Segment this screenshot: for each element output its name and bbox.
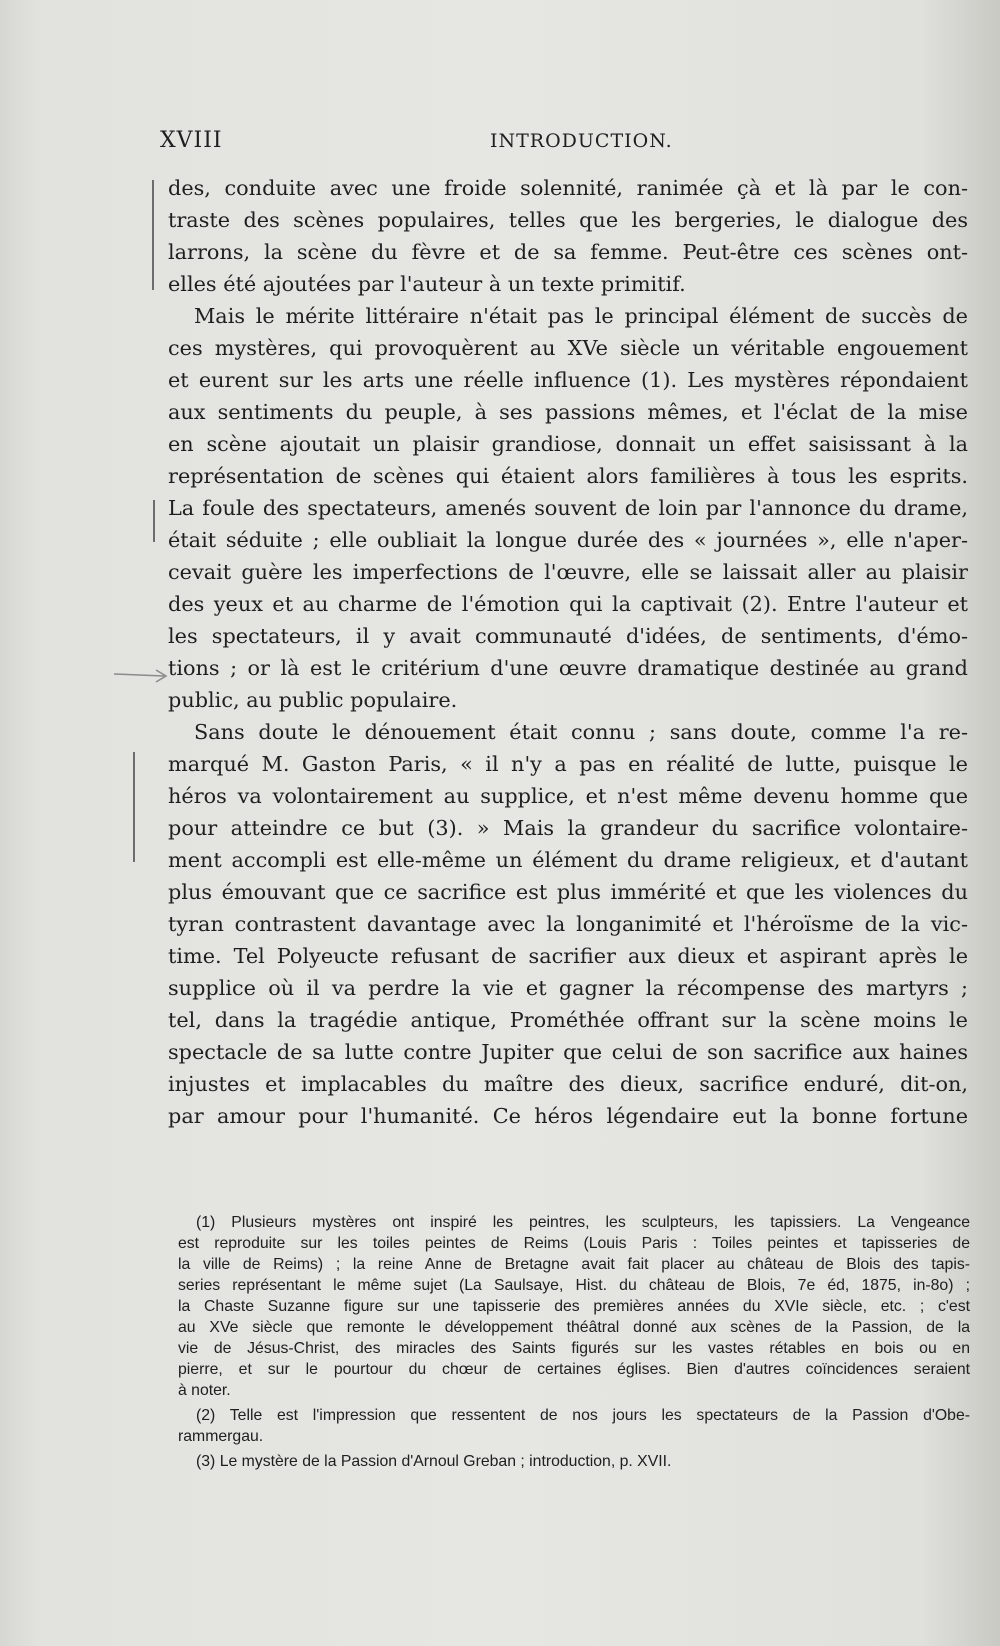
- footnote-line: vie de Jésus-Christ, des miracles des Saints figurés sur les vastes rétables en bois ou en: [178, 1340, 970, 1357]
- body-line: injustes et implacables du maître des dieux, sacrifice enduré, dit-on,: [168, 1072, 968, 1096]
- body-line: supplice où il va perdre la vie et gagner la récompense des martyrs ;: [168, 976, 968, 1000]
- footnote-line: est reproduite sur les toiles peintes de Reims (Louis Paris : Toiles peintes et tapisseries de: [178, 1235, 970, 1252]
- body-line: tel, dans la tragédie antique, Prométhée offrant sur la scène moins le: [168, 1008, 968, 1032]
- body-line: La foule des spectateurs, amenés souvent de loin par l'annonce du drame,: [168, 496, 968, 520]
- footnote-line: pierre, et sur le pourtour du chœur de certaines églises. Bien d'autres coïncidences seraient: [178, 1361, 970, 1378]
- body-line: des yeux et au charme de l'émotion qui la captivait (2). Entre l'auteur et: [168, 592, 968, 616]
- footnote-line: la Chaste Suzanne figure sur une tapisserie des premières années du XVIe siècle, etc. ; c'est: [178, 1298, 970, 1315]
- margin-pencil-mark: [133, 752, 135, 862]
- body-line: tyran contrastent davantage avec la longanimité et l'héroïsme de la vic-: [168, 912, 968, 936]
- body-line: cevait guère les imperfections de l'œuvre, elle se laissait aller au plaisir: [168, 560, 968, 584]
- body-line: tions ; or là est le critérium d'une œuvre dramatique destinée au grand: [168, 656, 968, 680]
- body-line: public, au public populaire.: [168, 688, 458, 712]
- body-line: ces mystères, qui provoquèrent au XVe siècle un véritable engouement: [168, 336, 968, 360]
- body-line: et eurent sur les arts une réelle influence (1). Les mystères répondaient: [168, 368, 968, 392]
- footnote-line: la ville de Reims) ; la reine Anne de Bretagne avait fait placer au château de Blois des tapis-: [178, 1256, 970, 1273]
- body-line: les spectateurs, il y avait communauté d'idées, de sentiments, d'émo-: [168, 624, 968, 648]
- margin-arrow-icon: [112, 664, 172, 688]
- body-text: [168, 172, 968, 1132]
- footnote-line: au XVe siècle que remonte le développement théâtral donné aux scènes de la Passion, de la: [178, 1319, 970, 1336]
- body-line: héros va volontairement au supplice, et n'est même devenu homme que: [168, 784, 968, 808]
- footnote-line: series représentant le même sujet (La Saulsaye, Hist. du château de Blois, 7e éd, 1875, in-8o) ;: [178, 1277, 970, 1294]
- body-line: larrons, la scène du fèvre et de sa femme. Peut-être ces scènes ont-: [168, 240, 968, 264]
- body-line: traste des scènes populaires, telles que les bergeries, le dialogue des: [168, 208, 968, 232]
- margin-pencil-mark: [152, 180, 154, 290]
- footnote-line: (1) Plusieurs mystères ont inspiré les peintres, les sculpteurs, les tapissiers. La Vengeance: [196, 1214, 970, 1231]
- body-line: aux sentiments du peuple, à ses passions mêmes, et l'éclat de la mise: [168, 400, 968, 424]
- margin-pencil-mark: [153, 500, 155, 542]
- body-line: time. Tel Polyeucte refusant de sacrifier aux dieux et aspirant après le: [168, 944, 968, 968]
- body-line: ment accompli est elle-même un élément du drame religieux, et d'autant: [168, 848, 968, 872]
- body-line: plus émouvant que ce sacrifice est plus immérité et que les violences du: [168, 880, 968, 904]
- running-title: INTRODUCTION.: [490, 130, 673, 152]
- body-line: Mais le mérite littéraire n'était pas le principal élément de succès de: [194, 304, 968, 328]
- body-line: en scène ajoutait un plaisir grandiose, donnait un effet saisissant à la: [168, 432, 968, 456]
- footnote-line: (2) Telle est l'impression que ressentent de nos jours les spectateurs de la Passion d'Obe-: [196, 1407, 970, 1424]
- footnote-line: rammergau.: [178, 1428, 264, 1445]
- body-line: marqué M. Gaston Paris, « il n'y a pas en réalité de lutte, puisque le: [168, 752, 968, 776]
- body-line: des, conduite avec une froide solennité, ranimée çà et là par le con-: [168, 176, 968, 200]
- body-line: Sans doute le dénouement était connu ; sans doute, comme l'a re-: [194, 720, 968, 744]
- body-line: elles été ajoutées par l'auteur à un texte primitif.: [168, 272, 686, 296]
- body-line: représentation de scènes qui étaient alors familières à tous les esprits.: [168, 464, 968, 488]
- footnote-line: (3) Le mystère de la Passion d'Arnoul Greban ; introduction, p. XVII.: [196, 1453, 672, 1470]
- footnotes: [178, 1212, 970, 1472]
- footnote-line: à noter.: [178, 1382, 231, 1399]
- body-line: était séduite ; elle oubliait la longue durée des « journées », elle n'aper-: [168, 528, 968, 552]
- page-header: [160, 128, 970, 164]
- body-line: par amour pour l'humanité. Ce héros légendaire eut la bonne fortune: [168, 1104, 968, 1128]
- page-number: XVIII: [160, 128, 223, 153]
- body-line: spectacle de sa lutte contre Jupiter que celui de son sacrifice aux haines: [168, 1040, 968, 1064]
- body-line: pour atteindre ce but (3). » Mais la grandeur du sacrifice volontaire-: [168, 816, 968, 840]
